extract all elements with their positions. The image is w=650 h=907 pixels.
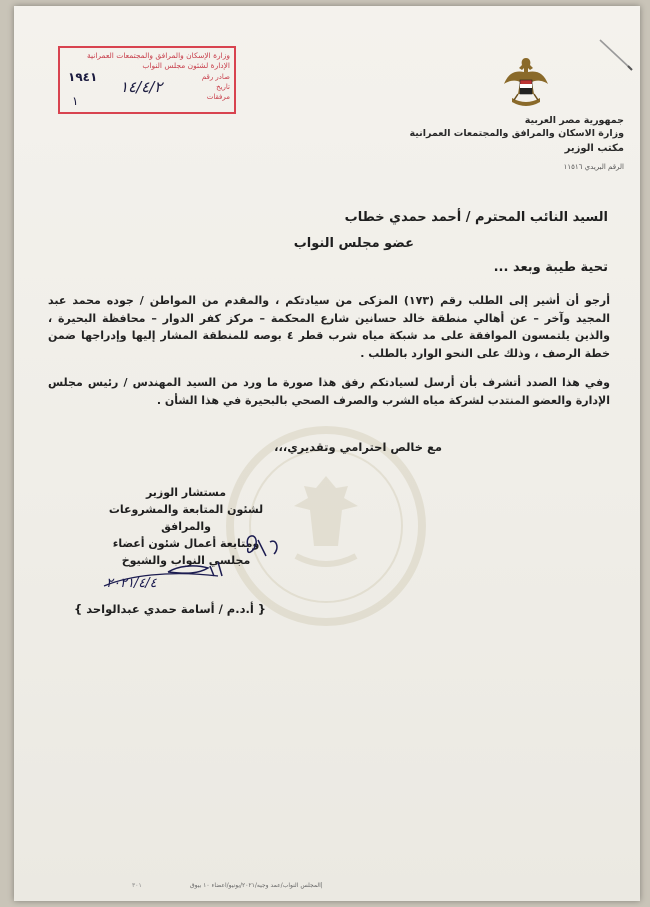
pen-mark xyxy=(598,38,634,72)
stamp-labels xyxy=(174,72,230,102)
letterhead-office: مكتب الوزير xyxy=(564,143,624,154)
closing: مع خالص احترامي وتقديري،،، xyxy=(274,440,442,454)
letterhead xyxy=(364,114,624,174)
letterhead-postal: الرقم البريدي ١١٥١٦ xyxy=(563,163,624,171)
stamp-header xyxy=(60,51,230,71)
letterhead-country: جمهورية مصر العربية xyxy=(524,115,624,126)
signature-line2: لشئون المتابعة والمشروعات والمرافق xyxy=(108,503,264,533)
signature-line3: ومتابعة أعمال شئون أعضاء xyxy=(112,537,260,550)
stamp-attachments: ١ xyxy=(72,94,79,108)
page-number: ٣٠١ xyxy=(132,882,142,889)
signature-date: ٢٠٢١/٤/٤ xyxy=(106,576,157,591)
greeting: تحية طيبة وبعد ... xyxy=(493,260,608,275)
stamp-date: ١٤/٤/٢ xyxy=(120,78,163,96)
eagle-emblem-icon xyxy=(502,54,550,114)
stamp-label-number: صادر رقم xyxy=(201,73,230,81)
paragraph-reply: وفي هذا الصدد أتشرف بأن أرسل لسيادتكم رفق هذا صورة ما ورد من السيد المهندس / رئيس مجلس الإدارة والعضو المنتدب لشركة مياه الشرب والصرف الصحي بالبحيرة في هذا الشأن . xyxy=(48,376,610,407)
letterhead-ministry: وزارة الاسكان والمرافق والمجتمعات العمرانية xyxy=(409,128,624,139)
recipient-line: السيد النائب المحترم / أحمد حمدي خطاب xyxy=(344,210,608,225)
stamp-label-attachments: مرفقات xyxy=(206,93,230,101)
signatory-name: { أ.د.م / أسامة حمدي عبدالواحد } xyxy=(74,602,266,616)
stamp-line2: الإدارة لشئون مجلس النواب xyxy=(142,61,230,70)
letter-page xyxy=(14,6,640,901)
stamp-label-date: تاريخ xyxy=(216,83,230,91)
paragraph-request: أرجو أن أشير إلى الطلب رقم (١٧٣) المزكى من سيادتكم ، والمقدم من المواطن / جوده محمد عبد المجيد وآخر – عن أهالي منطقة خالد حسانين شارع المحكمة – مركز كفر الدوار – محافظة البحيرة ، والذين يلتمسون الموافقة على مد شبكة مياه شرب قطر ٤ بوصه للمنطقة المشار إليها وإدراجها ضمن خطة الرصف ، وذلك على النحو الوارد بالطلب . xyxy=(48,294,611,360)
footer-reference: |المجلس النواب/عمد وجيه/٢٠٢١/يونيو/اعضاء ١٠ بيوق xyxy=(190,882,323,889)
stamp-number: ١٩٤١ xyxy=(68,70,98,84)
signature-title: مستشار الوزير xyxy=(145,486,227,499)
signature-line4: مجلسي النواب والشيوخ xyxy=(121,554,251,567)
incoming-stamp xyxy=(58,46,236,114)
recipient-title: عضو مجلس النواب xyxy=(293,236,414,251)
stamp-line1: وزارة الإسكان والمرافق والمجتمعات العمرانية xyxy=(86,51,230,60)
